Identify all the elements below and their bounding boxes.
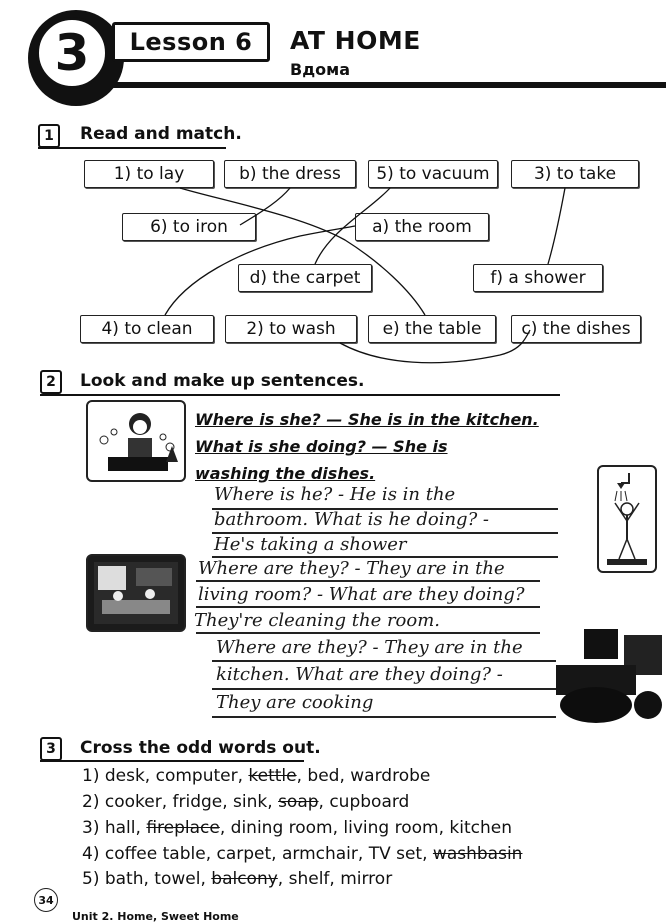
model-line-3: washing the dishes. (195, 464, 376, 483)
match-box-the-room: a) the room (355, 213, 489, 241)
match-box-to-vacuum: 5) to vacuum (368, 160, 498, 188)
crossed-word: fireplace (146, 818, 220, 838)
line-clean-room (165, 226, 355, 315)
writing-rule (196, 632, 540, 634)
crossed-word: washbasin (432, 844, 523, 864)
odd-words-line-1 (82, 766, 430, 786)
odd-words-line-3 (82, 818, 512, 838)
odd-words-line-2 (82, 792, 409, 812)
girl-dishes-illustration (88, 402, 184, 480)
task3-number: 3 (40, 737, 62, 761)
match-box-the-dishes: c) the dishes (511, 315, 641, 343)
odd-words-text: , cupboard (318, 792, 410, 812)
cleaning-room-illustration (88, 556, 184, 630)
match-box-a-shower: f) a shower (473, 264, 603, 292)
line-dress-iron (240, 188, 290, 225)
odd-words-text: , bed, wardrobe (296, 766, 431, 786)
odd-words-text: 4) coffee table, carpet, armchair, TV set, (82, 844, 433, 864)
crossed-word: balcony (211, 869, 278, 889)
task1-number: 1 (38, 124, 60, 148)
writing-rule (196, 606, 540, 608)
model-line-2: What is she doing? — She is (195, 437, 448, 456)
boy-shower-illustration (599, 467, 655, 571)
odd-words-line-5 (82, 869, 392, 889)
lesson-label: Lesson 6 (112, 22, 270, 62)
handwritten-line-5: living room? - What are they doing? (198, 584, 525, 605)
odd-words-text: , shelf, mirror (277, 869, 393, 889)
handwritten-line-6: They're cleaning the room. (194, 610, 441, 631)
picture-girl-washing-dishes (86, 400, 186, 482)
line-lay-table (180, 188, 425, 315)
writing-rule (196, 580, 540, 582)
match-box-to-iron: 6) to iron (122, 213, 256, 241)
writing-rule (212, 688, 556, 690)
handwritten-line-4: Where are they? - They are in the (198, 558, 505, 579)
task1-heading: Read and match. (80, 124, 242, 144)
match-box-to-take: 3) to take (511, 160, 639, 188)
handwritten-line-1: Where is he? - He is in the (214, 484, 456, 505)
odd-words-text: 5) bath, towel, (82, 869, 212, 889)
crossed-word: soap (278, 792, 319, 812)
match-box-the-table: e) the table (368, 315, 496, 343)
picture-kitchen-cooking (556, 625, 666, 725)
odd-words-text: 3) hall, (82, 818, 147, 838)
writing-rule (212, 660, 556, 662)
picture-cleaning-room (86, 554, 186, 632)
task2-number: 2 (40, 370, 62, 394)
unit-number: 3 (36, 17, 108, 89)
task3-heading: Cross the odd words out. (80, 738, 321, 758)
handwritten-line-8: kitchen. What are they doing? - (216, 664, 503, 685)
footer-unit-title: Unit 2. Home, Sweet Home (72, 910, 239, 923)
match-box-to-clean: 4) to clean (80, 315, 214, 343)
page-subtitle: Вдома (290, 60, 350, 79)
odd-words-line-4 (82, 844, 522, 864)
match-box-to-lay: 1) to lay (84, 160, 214, 188)
match-box-the-dress: b) the dress (224, 160, 356, 188)
odd-words-text: 1) desk, computer, (82, 766, 249, 786)
task2-heading: Look and make up sentences. (80, 371, 365, 391)
crossed-word: kettle (248, 766, 297, 786)
odd-words-text: 2) cooker, fridge, sink, (82, 792, 279, 812)
picture-boy-shower (597, 465, 657, 573)
handwritten-line-7: Where are they? - They are in the (216, 637, 523, 658)
task2-underline (40, 394, 560, 396)
kitchen-illustration (556, 625, 666, 725)
match-box-the-carpet: d) the carpet (238, 264, 372, 292)
match-box-to-wash: 2) to wash (225, 315, 357, 343)
handwritten-line-3: He's taking a shower (214, 534, 407, 555)
handwritten-line-9: They are cooking (216, 692, 374, 713)
handwritten-line-2: bathroom. What is he doing? - (214, 509, 490, 530)
task3-underline (40, 760, 304, 762)
page-title: AT HOME (290, 26, 421, 55)
page-number: 34 (34, 888, 58, 912)
writing-rule (212, 716, 556, 718)
line-take-shower (548, 188, 565, 264)
line-wash-dishes (340, 330, 530, 363)
odd-words-text: , dining room, living room, kitchen (219, 818, 512, 838)
model-line-1: Where is she? — She is in the kitchen. (195, 410, 539, 429)
